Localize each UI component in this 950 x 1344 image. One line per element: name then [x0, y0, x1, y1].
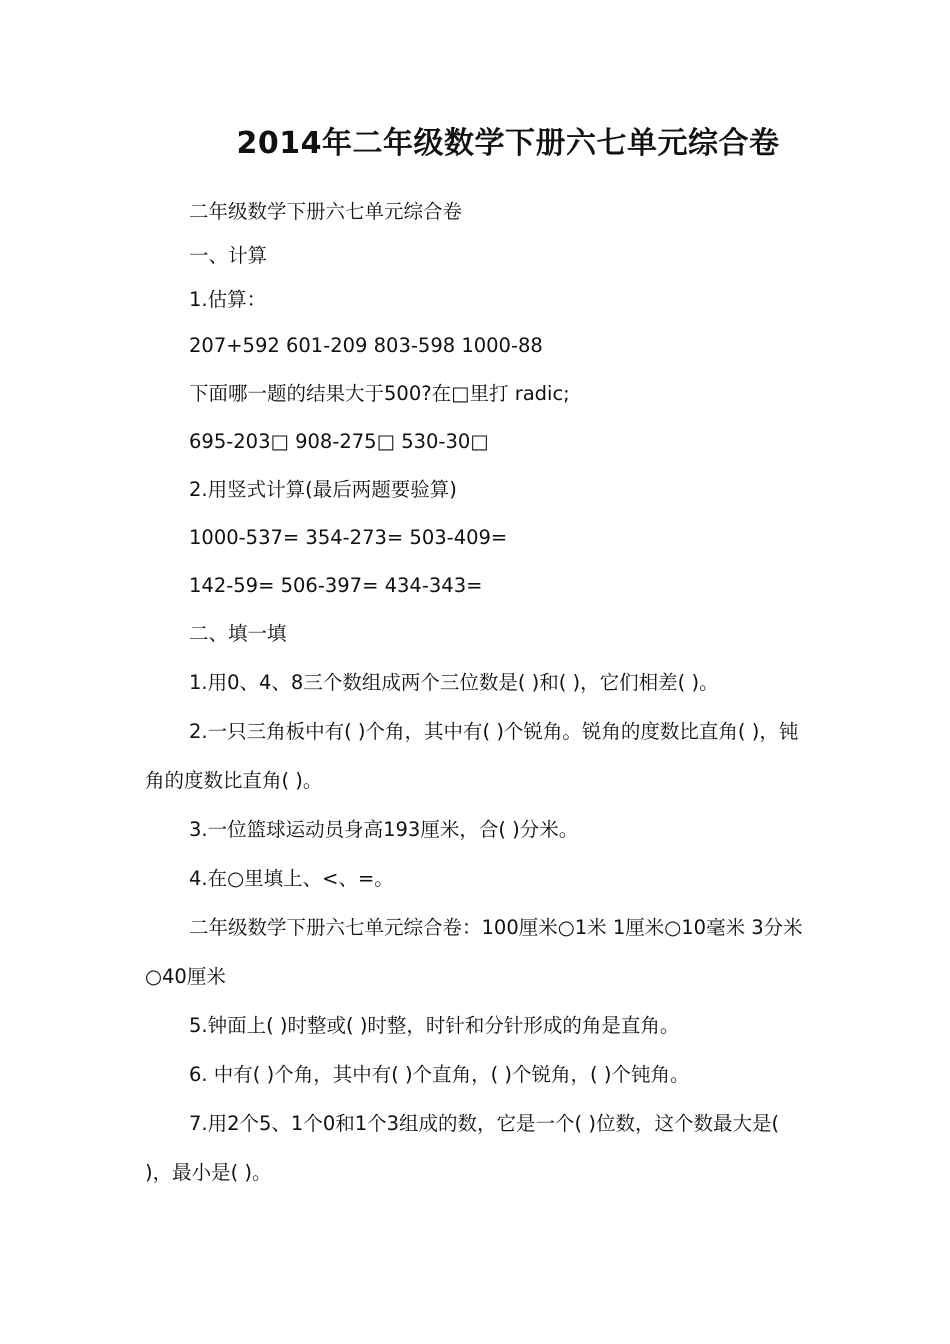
estimate-expressions: 207+592 601-209 803-598 1000-88 [189, 334, 543, 357]
fill-question-6: 6. 中有( )个角，其中有( )个直角，( )个锐角，( )个钝角。 [189, 1063, 690, 1086]
document-title: 2014年二年级数学下册六七单元综合卷 [236, 126, 780, 161]
fill-question-5: 5.钟面上( )时整或( )时整，时针和分针形成的角是直角。 [189, 1014, 680, 1037]
section-heading-fill-in: 二、填一填 [189, 622, 287, 645]
compare-units-line: 二年级数学下册六七单元综合卷：100厘米○1米 1厘米○10毫米 3分米○40厘米 [145, 916, 803, 988]
section-heading-calculate: 一、计算 [189, 244, 268, 267]
checkbox-expressions: 695-203□ 908-275□ 530-30□ [189, 430, 489, 453]
question-vertical-calculation: 2.用竖式计算(最后两题要验算) [189, 478, 457, 501]
fill-question-3: 3.一位篮球运动员身高193厘米，合( )分米。 [189, 818, 579, 841]
document-body [145, 190, 810, 1197]
question-greater-than-500: 下面哪一题的结果大于500?在□里打 radic; [189, 382, 570, 405]
fill-question-7: 7.用2个5、1个0和1个3组成的数，它是一个( )位数，这个数最大是( )，最小是( )。 [145, 1112, 780, 1184]
fill-question-2: 2.一只三角板中有( )个角，其中有( )个锐角。锐角的度数比直角( )，钝角的度数比直角( )。 [145, 720, 799, 792]
paragraph-subtitle: 二年级数学下册六七单元综合卷 [189, 200, 463, 223]
question-estimate: 1.估算： [189, 288, 267, 311]
vertical-expressions-row-2: 142-59= 506-397= 434-343= [189, 574, 483, 597]
vertical-expressions-row-1: 1000-537= 354-273= 503-409= [189, 526, 508, 549]
fill-question-4: 4.在○里填上、<、=。 [189, 867, 394, 890]
fill-question-1: 1.用0、4、8三个数组成两个三位数是( )和( )，它们相差( )。 [189, 671, 719, 694]
